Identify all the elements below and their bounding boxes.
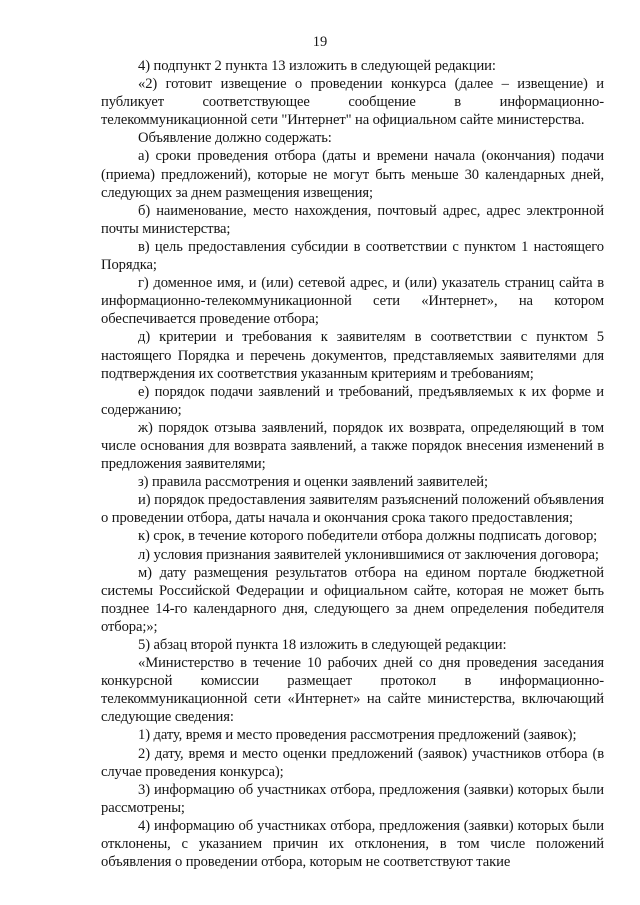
paragraph: ж) порядок отзыва заявлений, порядок их возврата, определяющий в том числе основания для возврата заявлений, а также порядок внесения изменений в предложения заявителями; bbox=[101, 419, 604, 473]
paragraph: е) порядок подачи заявлений и требований, предъявляемых к их форме и содержанию; bbox=[101, 383, 604, 418]
paragraph: д) критерии и требования к заявителям в соответствии с пунктом 5 настоящего Порядка и перечень документов, представляемых заявителями для подтверждения их соответствия указанным критериям и требованиям; bbox=[101, 329, 604, 382]
paragraph: 3) информацию об участниках отбора, предложения (заявки) которых были рассмотрены; bbox=[101, 781, 604, 816]
paragraph: а) сроки проведения отбора (даты и времени начала (окончания) подачи (приема) предложений), которые не могут быть меньше 30 календарных дней, следующих за днем размещения извещения; bbox=[101, 148, 604, 201]
paragraph: 4) подпункт 2 пункта 13 изложить в следующей редакции: bbox=[138, 58, 496, 74]
paragraph: 2) дату, время и место оценки предложений (заявок) участников отбора (в случае проведения конкурса); bbox=[101, 745, 604, 780]
paragraph: «Министерство в течение 10 рабочих дней со дня проведения заседания конкурсной комиссии размещает протокол в информационно-телекоммуникационной сети «Интернет» на сайте министерства, включающий следующие сведения: bbox=[101, 655, 604, 726]
paragraph: и) порядок предоставления заявителям разъяснений положений объявления о проведении отбора, даты начала и окончания срока такого предоставления; bbox=[101, 492, 604, 527]
paragraph: Объявление должно содержать: bbox=[138, 130, 332, 147]
paragraph: л) условия признания заявителей уклонившимися от заключения договора; bbox=[138, 546, 599, 563]
paragraph: м) дату размещения результатов отбора на едином портале бюджетной системы Российской Федерации и официальном сайте, которая не может быть позднее 14-го календарного дня, следующего за днем определения победителя отбора;»; bbox=[101, 564, 604, 635]
paragraph: в) цель предоставления субсидии в соответствии с пунктом 1 настоящего Порядка; bbox=[101, 238, 604, 274]
paragraph: 5) абзац второй пункта 18 изложить в следующей редакции: bbox=[138, 637, 507, 653]
document-body bbox=[101, 57, 604, 871]
page-number: 19 bbox=[312, 34, 328, 50]
paragraph: з) правила рассмотрения и оценки заявлений заявителей; bbox=[138, 474, 488, 491]
paragraph: 4) информацию об участниках отбора, предложения (заявки) которых были отклонены, с указанием причин их отклонения, в том числе положений объявления о проведении отбора, которым не соответствуют такие bbox=[101, 817, 604, 871]
paragraph: к) срок, в течение которого победители отбора должны подписать договор; bbox=[138, 528, 598, 545]
paragraph: 1) дату, время и место проведения рассмотрения предложений (заявок); bbox=[138, 727, 577, 744]
paragraph: б) наименование, место нахождения, почтовый адрес, адрес электронной почты министерства; bbox=[101, 202, 604, 237]
paragraph: г) доменное имя, и (или) сетевой адрес, и (или) указатель страниц сайта в информационно-телекоммуникационной сети «Интернет», на котором обеспечивается проведение отбора; bbox=[101, 275, 604, 328]
paragraph: «2) готовит извещение о проведении конкурса (далее – извещение) и публикует соответствующее сообщение в информационно-телекоммуникационной сети "Интернет" на официальном сайте министерства. bbox=[101, 76, 604, 129]
